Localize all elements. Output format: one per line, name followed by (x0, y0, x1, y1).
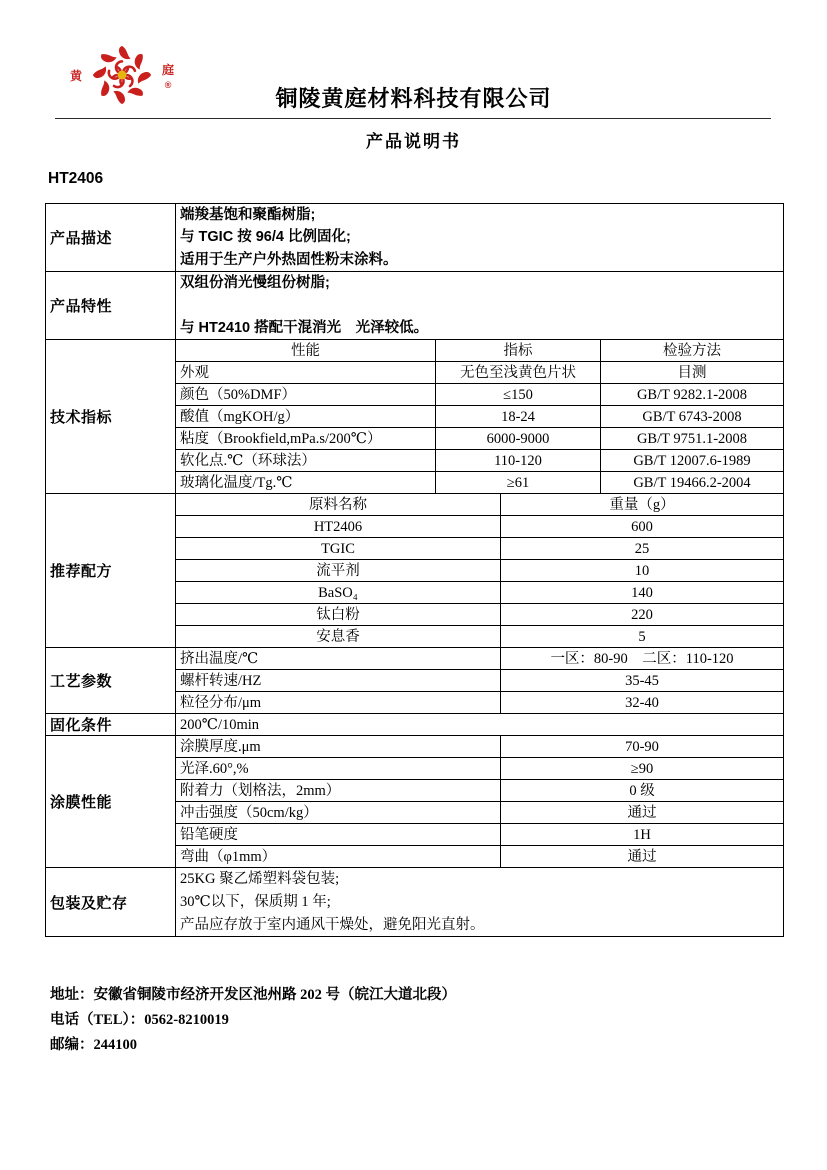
formula-material-cell: TGIC (176, 538, 501, 560)
process-property-cell: 挤出温度/℃ (176, 648, 501, 670)
spec-table (45, 203, 784, 937)
process-row (46, 648, 784, 670)
logo-left-char: 黄 (70, 68, 83, 83)
registered-trademark-icon: ® (164, 79, 172, 90)
doc-title: 产品说明书 (366, 132, 461, 151)
coating-value-cell: 0 级 (501, 780, 784, 802)
description-line: 端羧基饱和聚酯树脂; (180, 207, 316, 223)
features-row (46, 272, 784, 340)
section-label-cell: 推荐配方 (46, 494, 176, 648)
company-name: 铜陵黄庭材料科技有限公司 (275, 86, 552, 111)
description-row (46, 204, 784, 272)
process-value-cell: 32-40 (501, 692, 784, 714)
formula-material-cell: 安息香 (176, 626, 501, 648)
curing-value-cell: 200℃/10min (176, 714, 784, 736)
tech-property-cell: 酸值（mgKOH/g） (176, 406, 436, 428)
tech-value-cell: 无色至浅黄色片状 (436, 362, 601, 384)
footer-postal-code: 邮编：244100 (50, 1037, 137, 1053)
features-line (180, 295, 779, 317)
coating-property-cell: 冲击强度（50cm/kg） (176, 802, 501, 824)
tech-method-cell: GB/T 6743-2008 (601, 406, 784, 428)
formula-material-cell: HT2406 (176, 516, 501, 538)
process-value-cell: 一区：80-90 二区：110-120 (501, 648, 784, 670)
process-property-cell: 螺杆转速/HZ (176, 670, 501, 692)
footer-phone: 电话（TEL）：0562-8210019 (50, 1012, 229, 1028)
packaging-row (46, 868, 784, 937)
tech-property-cell: 玻璃化温度/Tg.℃ (176, 472, 436, 494)
coating-property-cell: 涂膜厚度.μm (176, 736, 501, 758)
tech-property-cell: 外观 (176, 362, 436, 384)
tech-method-cell: GB/T 9751.1-2008 (601, 428, 784, 450)
coating-property-cell: 弯曲（φ1mm） (176, 846, 501, 868)
packaging-line: 产品应存放于室内通风干燥处，避免阳光直射。 (180, 916, 485, 933)
product-code: HT2406 (48, 170, 104, 187)
header-divider (55, 118, 771, 119)
coating-value-cell: 通过 (501, 846, 784, 868)
features-content-cell (176, 272, 784, 340)
formula-weight-cell: 600 (501, 516, 784, 538)
formula-header-weight: 重量（g） (501, 494, 784, 516)
formula-material-cell: BaSO₄ (176, 582, 501, 604)
description-line: 适用于生产户外热固性粉末涂料。 (180, 251, 398, 268)
section-label-cell: 技术指标 (46, 340, 176, 494)
section-label-cell: 涂膜性能 (46, 736, 176, 868)
coating-value-cell: 1H (501, 824, 784, 846)
tech-method-cell: GB/T 19466.2-2004 (601, 472, 784, 494)
formula-material-cell: 流平剂 (176, 560, 501, 582)
tech-value-cell: 110-120 (436, 450, 601, 472)
packaging-content-cell (176, 868, 784, 937)
coating-value-cell: ≥90 (501, 758, 784, 780)
formula-weight-cell: 10 (501, 560, 784, 582)
section-label-cell: 固化条件 (46, 714, 176, 736)
tech-value-cell: 18-24 (436, 406, 601, 428)
section-label-cell: 产品特性 (46, 272, 176, 340)
coating-property-cell: 附着力（划格法，2mm） (176, 780, 501, 802)
tech-value-cell: 6000-9000 (436, 428, 601, 450)
features-line: 与 HT2410 搭配干混消光 光泽较低。 (180, 320, 429, 337)
curing-row (46, 714, 784, 736)
formula-header-row (46, 494, 784, 516)
section-label-cell: 包装及贮存 (46, 868, 176, 937)
process-value-cell: 35-45 (501, 670, 784, 692)
coating-value-cell: 70-90 (501, 736, 784, 758)
section-label-cell: 产品描述 (46, 204, 176, 272)
tech-header-value: 指标 (436, 340, 601, 362)
description-content-cell (176, 204, 784, 272)
tech-header-row (46, 340, 784, 362)
description-line: 与 TGIC 按 96/4 比例固化; (180, 229, 351, 246)
tech-method-cell: 目测 (601, 362, 784, 384)
tech-header-property: 性能 (176, 340, 436, 362)
logo-right-char: 庭 (162, 62, 175, 77)
tech-method-cell: GB/T 12007.6-1989 (601, 450, 784, 472)
process-property-cell: 粒径分布/μm (176, 692, 501, 714)
footer-address: 地址：安徽省铜陵市经济开发区池州路 202 号（皖江大道北段） (50, 987, 456, 1003)
formula-weight-cell: 140 (501, 582, 784, 604)
formula-material-cell: 钛白粉 (176, 604, 501, 626)
tech-property-cell: 软化点.℃（环球法） (176, 450, 436, 472)
packaging-line: 30℃以下，保质期 1 年; (180, 894, 331, 911)
formula-weight-cell: 220 (501, 604, 784, 626)
footer-contact-block (50, 983, 456, 1058)
packaging-line: 25KG 聚乙烯塑料袋包装; (180, 871, 340, 888)
tech-method-cell: GB/T 9282.1-2008 (601, 384, 784, 406)
features-line: 双组份消光慢组份树脂; (180, 275, 330, 292)
coating-value-cell: 通过 (501, 802, 784, 824)
formula-weight-cell: 5 (501, 626, 784, 648)
formula-header-material: 原料名称 (176, 494, 501, 516)
tech-value-cell: ≥61 (436, 472, 601, 494)
section-label-cell: 工艺参数 (46, 648, 176, 714)
formula-weight-cell: 25 (501, 538, 784, 560)
coating-property-cell: 铅笔硬度 (176, 824, 501, 846)
coating-property-cell: 光泽.60°,% (176, 758, 501, 780)
tech-value-cell: ≤150 (436, 384, 601, 406)
tech-header-method: 检验方法 (601, 340, 784, 362)
coating-row (46, 736, 784, 758)
tech-property-cell: 颜色（50%DMF） (176, 384, 436, 406)
tech-property-cell: 粘度（Brookfield,mPa.s/200℃） (176, 428, 436, 450)
